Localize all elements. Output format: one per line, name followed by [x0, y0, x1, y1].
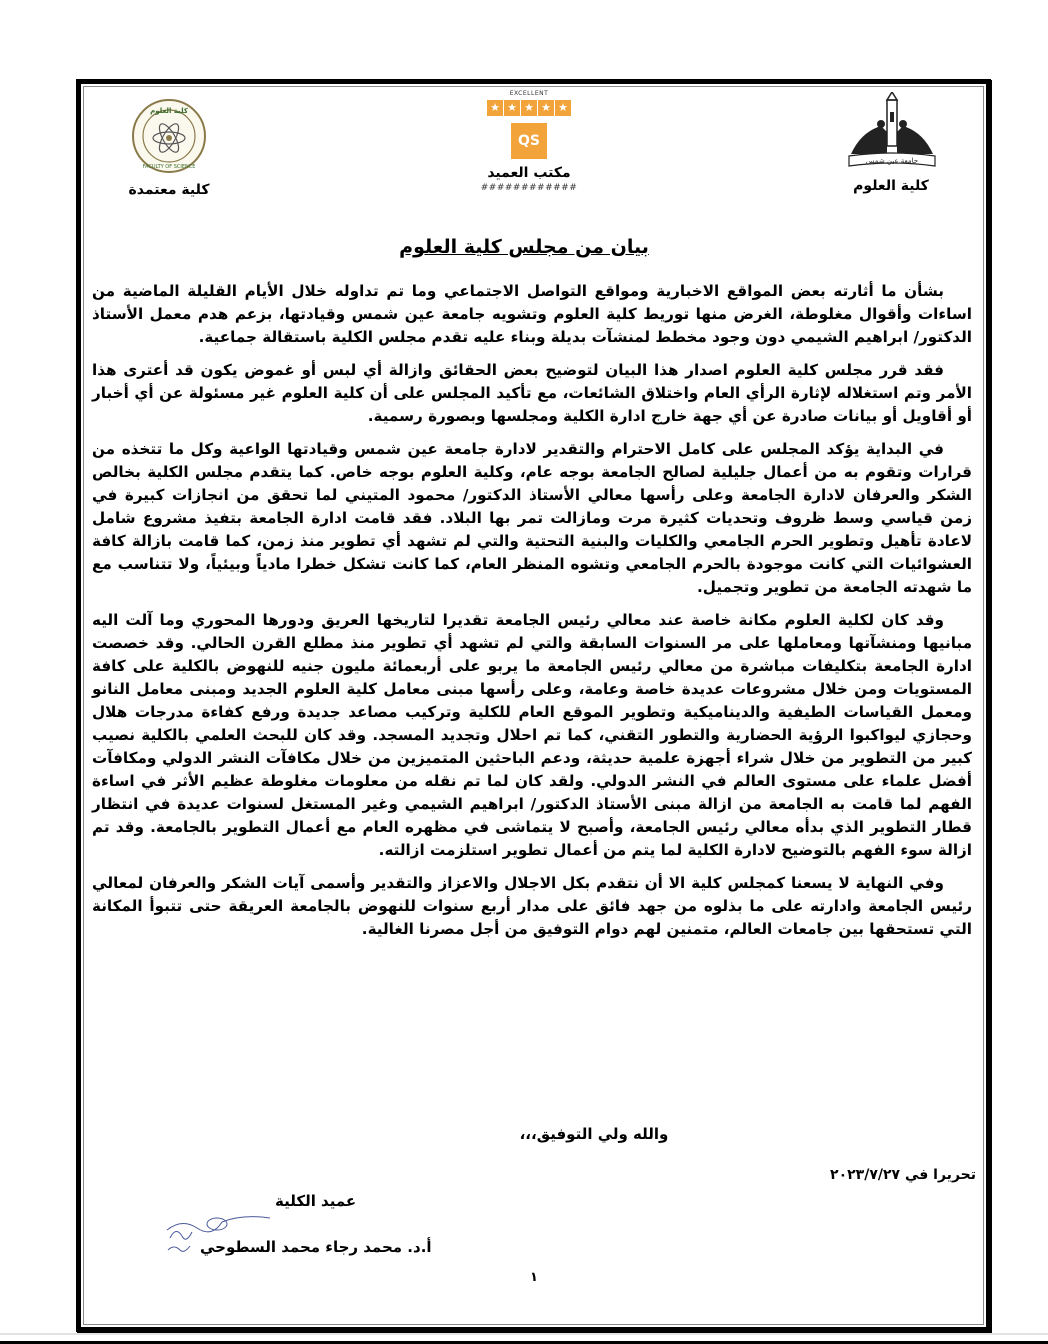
seal-ring-text: FACULTY OF SCIENCE [142, 164, 196, 170]
issue-date: تحريرا في ٢٠٢٣/٧/٢٧ [830, 1167, 976, 1183]
letterhead [84, 88, 964, 218]
qs-stars-rating [484, 100, 574, 116]
qs-badge-block [474, 90, 584, 193]
accredited-logo-block [114, 96, 224, 198]
paragraph-conclusion: وفي النهاية لا يسعنا كمجلس كلية الا أن نتقدم بكل الاجلال والاعزاز والتقدير وأسمى آيات الشكر والعرفان لمعالي رئيس الجامعة وادارته على ما بذلوه من جهد فائق على مدار أربع سنوات للنهوض بالجامعة العريقة حتى تتبوأ المكانة التي تستحقها بين جامعات العالم، متمنين لهم دوام التوفيق من أجل مصرنا الغالية. [92, 874, 972, 938]
faculty-of-science-label: كلية العلوم [853, 178, 929, 194]
qs-rating-text: EXCELLENT [509, 90, 549, 97]
paragraph-decision: فقد قرر مجلس كلية العلوم اصدار هذا البيان لتوضيح بعض الحقائق وازالة أي لبس أو غموض يكون قد أعترى هذا الأمر وتم استغلاله لإثارة الرأي العام واختلاق الشائعات، مع تأكيد المجلس على أن كلية العلوم غير مسئولة عن أي أخبار أو أقاويل أو بيانات صادرة عن أي جهة خارج ادارة الكلية ومجلسها وبصورة رسمية. [92, 361, 972, 425]
document-title: بيان من مجلس كلية العلوم [399, 236, 649, 258]
paragraph-appreciation: في البداية يؤكد المجلس على كامل الاحترام والتقدير لادارة جامعة عين شمس وقيادتها الواعية وكل ما تتخذه من قرارات وتقوم به من أعمال جليلية لصالح الجامعة بوجه عام، وكلية العلوم بوجه خاص. كما يتقدم مجلس الكلية بخالص الشكر والعرفان لادارة الجامعة وعلى رأسها معالي الأستاذ الدكتور/ محمود المتيني لما تحقق من انجازات كبيرة في زمن قياسي وسط ظروف وتحديات كثيرة مرت ومازالت تمر بها البلاد. فقد قامت ادارة الجامعة بتفيذ مشروع شامل لاعادة تأهيل وتطوير الحرم الجامعي والكليات والبنية التحتية والتي لم تشهد أي تطوير منذ زمن، كما قامت بازالة كافة العشوائيات التي كانت موجودة بالحرم الجامعي وتشوه المنظر العام، كما كانت تشكل خطرا مادياً وبيئياً، ولا تتناسب مع ما شهدته الجامعة من تطوير وتجميل. [92, 440, 972, 596]
page-edge-line [0, 1333, 1048, 1335]
accredited-faculty-label: كلية معتمدة [128, 182, 210, 198]
faculty-of-science-seal-icon [129, 96, 209, 176]
paragraph-intro: بشأن ما أثارته بعض المواقع الاخبارية ومواقع التواصل الاجتماعي وما تم تداوله خلال الأيام القليلة الماضية من اساءات وأقوال مغلوطة، الغرض منها توريط كلية العلوم وتشويه جامعة عين شمس وقيادتها، بزعم هدم معمل الأستاذ الدكتور/ ابراهيم الشيمي دون وجود مخطط لمنشآت بديلة وبناء عليه تقدم مجلس الكلية باستقالة جماعية. [92, 282, 972, 346]
dean-title: عميد الكلية [275, 1192, 357, 1210]
star-icon: ★ [538, 100, 554, 116]
ain-shams-logo-text: جامعة عين شمس [865, 157, 919, 165]
page-number: ١ [530, 1270, 538, 1285]
star-icon: ★ [521, 100, 537, 116]
seal-top-text: كلية العلوم [150, 107, 188, 115]
paragraph-faculty-development: وقد كان لكلية العلوم مكانة خاصة عند معالي رئيس الجامعة تقديرا لتاريخها العريق ودورها المحوري وما آلت اليه مبانيها ومنشآتها ومعاملها على مر السنوات السابقة والتي لم تشهد أي تطوير منذ مطلع القرن الحالي. وقد خصصت ادارة الجامعة بتكليفات مباشرة من معالي رئيس الجامعة ما يربو على أربعمائة مليون جنيه للنهوض بالكلية على كافة المستويات ومن خلال مشروعات عديدة خاصة وعامة، وعلى رأسها مبنى معامل كلية العلوم الجديد ومبنى معامل النانو ومعمل القياسات الطيفية والديناميكية وتطوير الموقع العام للكلية وتركيب مصاعد جديدة ورفع كفاءة مدرجات هلال وحجازي ليواكبوا الرؤية الحضارية والتطور التقني، كما تم احلال وتجديد المسجد. وقد كان للبحث العلمي بالكلية نصيب كبير من التطوير من خلال شراء أجهزة علمية حديثة، ودعم الباحثين المتميزين من خلال مكافآت النشر الدولي ومكافآت أفضل علماء على مستوى العالم في النشر الدولي. ولقد كان لما تم نقله من معلومات مغلوطة عظيم الأثر في اساءة الفهم لما قامت به الجامعة من ازالة مبنى الأستاذ الدكتور/ ابراهيم الشيمي وغير المستغل لسنوات عديدة في انتظار قطار التطوير الذي بدأه معالي رئيس الجامعة، وأصبح لا يتماشى في مظهره العام مع أعمال التطوير بالجامعة. وقد تم ازالة سوء الفهم بالتوضيح لادارة الكلية لما يتم من أعمال تطوير استلزمت ازالته. [92, 611, 972, 859]
star-icon: ★ [487, 100, 503, 116]
star-icon: ★ [555, 100, 571, 116]
ain-shams-university-logo-icon [841, 92, 941, 172]
ain-shams-logo-block [836, 92, 946, 194]
dean-name: أ.د. محمد رجاء محمد السطوحي [200, 1238, 432, 1256]
dean-office-underline-dots: ############ [480, 183, 578, 193]
qs-logo-icon: QS [511, 123, 547, 159]
closing-phrase: والله ولي التوفيق،،، [519, 1125, 669, 1143]
document-body [92, 280, 972, 951]
star-icon: ★ [504, 100, 520, 116]
dean-office-label: مكتب العميد [487, 165, 571, 181]
